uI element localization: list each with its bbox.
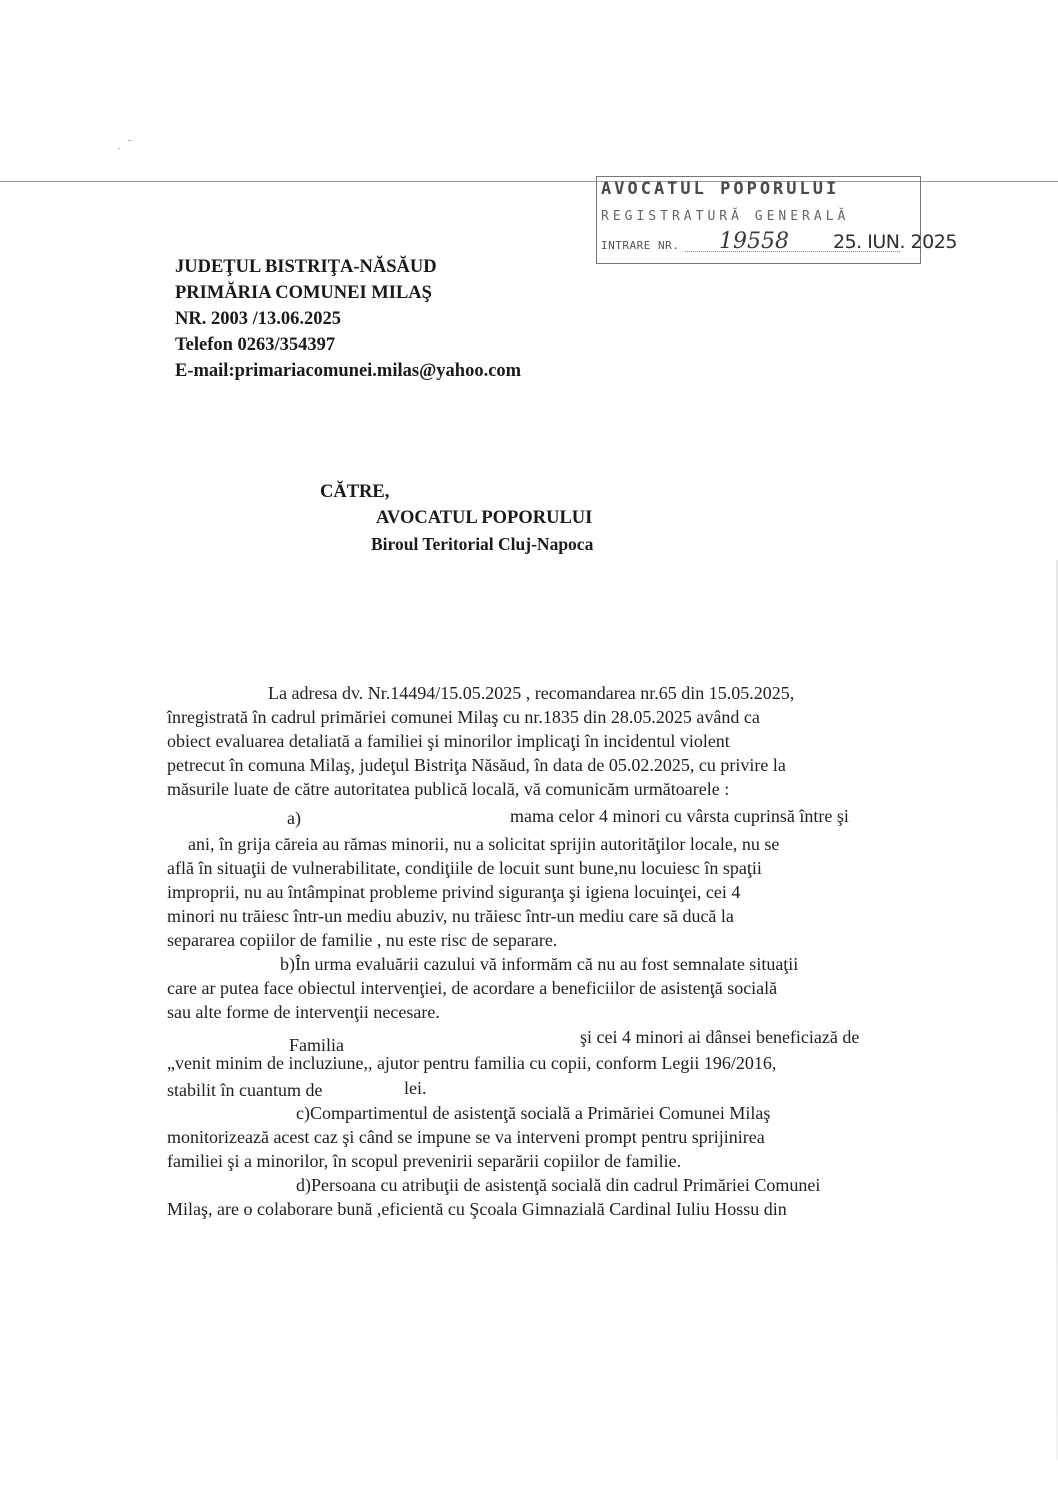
body-line: a) (287, 808, 301, 828)
body-line: Milaş, are o colaborare bună ,eficientă cu Şcoala Gimnazială Cardinal Iuliu Hossu din (167, 1199, 787, 1219)
body-line: „venit minim de incluziune,, ajutor pentru familia cu copii, conform Legii 196/2016, (167, 1053, 777, 1073)
email-address: E-mail:primariacomunei.milas@yahoo.com (175, 361, 522, 381)
scan-speck (128, 140, 131, 141)
body-line: separarea copiilor de familie , nu este risc de separare. (167, 930, 558, 950)
phone-number: Telefon 0263/354397 (175, 335, 336, 355)
stamp-subtitle: REGISTRATURĂ GENERALĂ (601, 209, 850, 224)
county-name: JUDEŢUL BISTRIŢA-NĂSĂUD (175, 257, 437, 277)
body-line: stabilit în cuantum de (167, 1080, 323, 1100)
body-line: improprii, nu au întâmpinat probleme privind siguranţa şi igiena locuinţei, cei 4 (167, 882, 741, 902)
body-line: care ar putea face obiectul intervenţiei, de acordare a beneficiilor de asistenţă socială (167, 978, 778, 998)
stamp-entry-date: 25. IUN. 2025 (833, 231, 957, 253)
body-line: familiei şi a minorilor, în scopul prevenirii separării copiilor de familie. (167, 1151, 682, 1171)
scan-speck (118, 148, 120, 149)
body-line: petrecut în comuna Milaş, judeţul Bistriţa Năsăud, în data de 05.02.2025, cu privire la (167, 755, 786, 775)
addressee-office: Biroul Teritorial Cluj-Napoca (371, 534, 594, 554)
body-line: ani, în grija căreia au rămas minorii, nu a solicitat sprijin autorităţilor locale, nu se (188, 834, 780, 854)
stamp-entry-label: INTRARE NR. (601, 239, 680, 252)
body-line: sau alte forme de intervenţii necesare. (167, 1002, 440, 1022)
institution-name: PRIMĂRIA COMUNEI MILAŞ (175, 283, 432, 303)
body-line: c)Compartimentul de asistenţă socială a Primăriei Comunei Milaş (296, 1103, 771, 1123)
registration-stamp (596, 176, 957, 264)
addressee-to: CĂTRE, (320, 482, 390, 502)
body-line: măsurile luate de către autoritatea publică locală, vă comunicăm următoarele : (167, 779, 730, 799)
body-line: minori nu trăiesc într-un mediu abuziv, nu trăiesc într-un mediu care să ducă la (167, 906, 734, 926)
body-line: lei. (404, 1078, 427, 1098)
stamp-title: AVOCATUL POPORULUI (601, 179, 840, 199)
body-line: mama celor 4 minori cu vârsta cuprinsă între şi (510, 806, 849, 826)
stamp-entry-number: 19558 (719, 229, 789, 254)
addressee-name: AVOCATUL POPORULUI (376, 508, 593, 528)
letterhead (175, 254, 521, 384)
body-line: La adresa dv. Nr.14494/15.05.2025 , recomandarea nr.65 din 15.05.2025, (268, 683, 795, 703)
reference-number: NR. 2003 /13.06.2025 (175, 309, 341, 329)
body-line: Familia (289, 1035, 344, 1055)
body-line: şi cei 4 minori ai dânsei beneficiază de (580, 1027, 860, 1047)
body-line: află în situaţii de vulnerabilitate, condiţiile de locuit sunt bune,nu locuiesc în spaţii (167, 858, 762, 878)
body-line: b)În urma evaluării cazului vă informăm că nu au fost semnalate situaţii (280, 954, 799, 974)
body-line: obiect evaluarea detaliată a familiei şi minorilor implicaţi în incidentul violent (167, 731, 730, 751)
body-line: monitorizează acest caz şi când se impune se va interveni prompt pentru sprijinirea (167, 1127, 765, 1147)
body-line: d)Persoana cu atribuţii de asistenţă socială din cadrul Primăriei Comunei (296, 1175, 821, 1195)
body-line: înregistrată în cadrul primăriei comunei Milaş cu nr.1835 din 28.05.2025 având ca (167, 707, 760, 727)
